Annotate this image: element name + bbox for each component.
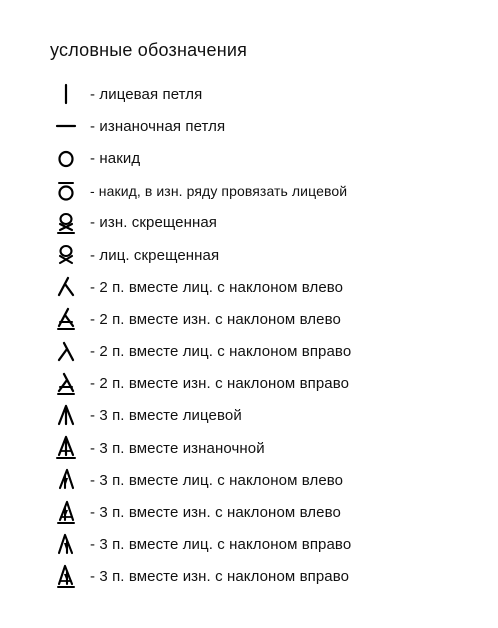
- triple-decrease-icon: [52, 402, 80, 430]
- triple-decrease-left-purl-icon: [52, 499, 80, 527]
- legend-description: - лиц. скрещенная: [90, 246, 220, 264]
- horizontal-bar-icon: [52, 112, 80, 140]
- legend-item: [52, 110, 472, 142]
- legend-item: [52, 432, 472, 464]
- vertical-bar-icon: [52, 80, 80, 108]
- twisted-knit-icon: [52, 241, 80, 269]
- triple-decrease-right-purl-icon: [52, 563, 80, 591]
- legend-description: - 3 п. вместе изн. с наклоном влево: [90, 504, 341, 522]
- legend-description: - 3 п. вместе лиц. с наклоном влево: [90, 471, 344, 489]
- triple-decrease-left-icon: [52, 466, 80, 494]
- legend-description: - 2 п. вместе лиц. с наклоном влево: [90, 278, 344, 296]
- legend-item: [52, 561, 472, 593]
- legend-item: [52, 336, 472, 368]
- triple-decrease-purl-icon: [52, 434, 80, 462]
- circle-icon: [52, 144, 80, 172]
- twisted-purl-icon: [52, 209, 80, 237]
- triple-decrease-right-icon: [52, 531, 80, 559]
- legend-description: - 2 п. вместе изн. с наклоном вправо: [90, 375, 350, 393]
- legend-description: - 3 п. вместе изн. с наклоном вправо: [90, 568, 350, 586]
- legend-item: [52, 303, 472, 335]
- legend-description: - накид: [90, 149, 141, 167]
- legend-description: - 2 п. вместе лиц. с наклоном вправо: [90, 343, 352, 361]
- decrease-left-icon: [52, 273, 80, 301]
- legend-item: [52, 464, 472, 496]
- legend-description: - 3 п. вместе лиц. с наклоном вправо: [90, 536, 352, 554]
- legend-description: - изнаночная петля: [90, 117, 226, 135]
- legend-item: [52, 271, 472, 303]
- legend-title: условные обозначения: [50, 40, 248, 60]
- legend-item: [52, 175, 472, 207]
- legend-description: - изн. скрещенная: [90, 214, 218, 232]
- decrease-right-purl-icon: [52, 370, 80, 398]
- legend-description: - 3 п. вместе лицевой: [90, 407, 242, 425]
- circle-with-bar-icon: [52, 177, 80, 205]
- decrease-left-purl-icon: [52, 305, 80, 333]
- decrease-right-icon: [52, 338, 80, 366]
- legend-item: [52, 400, 472, 432]
- legend-item: [52, 207, 472, 239]
- legend-item: [52, 78, 472, 110]
- legend-item: [52, 529, 472, 561]
- legend-description: - 2 п. вместе изн. с наклоном влево: [90, 310, 341, 328]
- legend-item: [52, 368, 472, 400]
- legend-description: - 3 п. вместе изнаночной: [90, 439, 265, 457]
- legend-item: [52, 142, 472, 174]
- legend-description: - накид, в изн. ряду провязать лицевой: [90, 182, 348, 199]
- legend-description: - лицевая петля: [90, 85, 203, 103]
- legend-list: [52, 78, 472, 593]
- legend-item: [52, 239, 472, 271]
- legend-item: [52, 496, 472, 528]
